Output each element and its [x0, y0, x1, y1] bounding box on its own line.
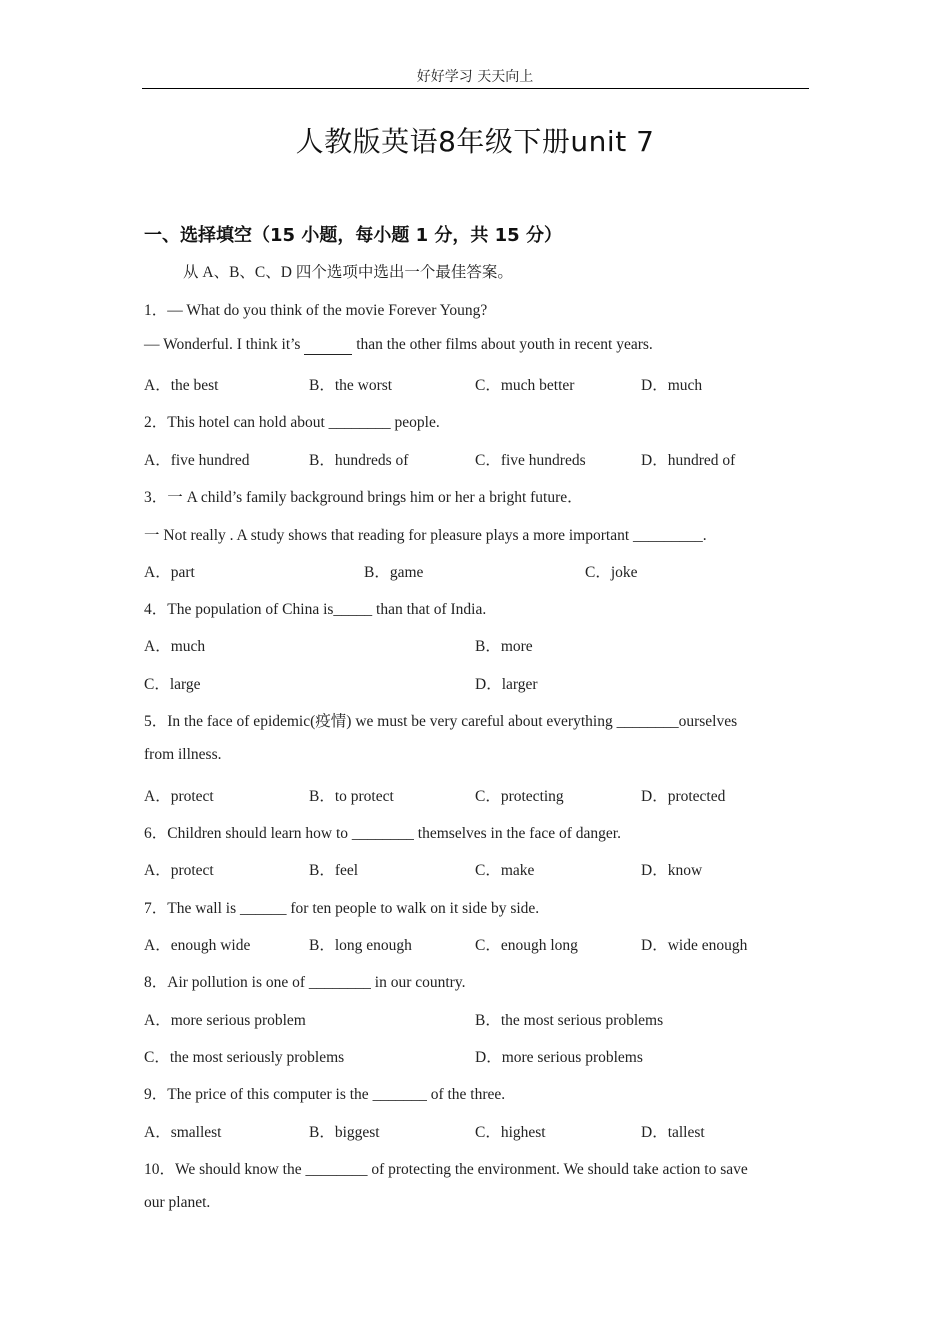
q4-option-c: C．large [144, 676, 201, 693]
question-10-line-1: 10．We should know the ________ of protecting the environment. We should take action to save [144, 1161, 748, 1178]
q2-option-b: B．hundreds of [309, 452, 409, 469]
question-4: 4．The population of China is_____ than that of India. [144, 601, 487, 618]
q1-option-b: B．the worst [309, 377, 393, 394]
q7-option-d: D．wide enough [641, 937, 748, 954]
question-1-line-1: 1．— What do you think of the movie Forever Young? [144, 302, 488, 319]
question-3-line-2: 一 Not really . A study shows that reading for pleasure plays a more important _________. [144, 527, 707, 544]
q7-option-b: B．long enough [309, 937, 412, 954]
q8-option-a: A．more serious problem [144, 1012, 306, 1029]
q8-option-c: C．the most seriously problems [144, 1049, 345, 1066]
q4-option-d: D．larger [475, 676, 538, 693]
q5-option-a: A．protect [144, 788, 214, 805]
q4-option-b: B．more [475, 638, 533, 655]
question-1-line-2 [144, 336, 653, 355]
q5-option-b: B．to protect [309, 788, 394, 805]
question-9: 9．The price of this computer is the _______ of the three. [144, 1086, 506, 1103]
q5-option-d: D．protected [641, 788, 726, 805]
q6-option-a: A．protect [144, 862, 214, 879]
question-1-text-before: — Wonderful. I think it’s [144, 336, 305, 353]
q3-option-b: B．game [364, 564, 424, 581]
question-10-line-2: our planet. [144, 1194, 211, 1211]
q2-option-d: D．hundred of [641, 452, 736, 469]
q3-option-c: C．joke [585, 564, 638, 581]
q7-option-c: C．enough long [475, 937, 578, 954]
question-1-text-after: than the other films about youth in recent years. [352, 336, 653, 353]
question-5-line-1: 5．In the face of epidemic(疫情) we must be very careful about everything ________ourselves [144, 713, 738, 730]
q6-option-b: B．feel [309, 862, 359, 879]
q6-option-c: C．make [475, 862, 535, 879]
q5-option-c: C．protecting [475, 788, 564, 805]
q9-option-c: C．highest [475, 1124, 546, 1141]
question-2: 2．This hotel can hold about ________ people. [144, 414, 440, 431]
question-5-line-2: from illness. [144, 746, 222, 763]
q7-option-a: A．enough wide [144, 937, 251, 954]
question-3-line-1: 3．一 A child’s family background brings him or her a bright future． [144, 489, 583, 506]
question-6: 6．Children should learn how to ________ themselves in the face of danger. [144, 825, 621, 842]
header-divider [142, 88, 809, 89]
q9-option-b: B．biggest [309, 1124, 380, 1141]
q8-option-d: D．more serious problems [475, 1049, 643, 1066]
question-8: 8．Air pollution is one of ________ in our country. [144, 974, 466, 991]
section-heading: 一、选择填空（15 小题，每小题 1 分，共 15 分） [144, 225, 562, 246]
page-title: 人教版英语8年级下册unit 7 [295, 125, 655, 158]
q9-option-a: A．smallest [144, 1124, 222, 1141]
q3-option-a: A．part [144, 564, 195, 581]
q1-option-c: C．much better [475, 377, 575, 394]
q1-option-d: D．much [641, 377, 703, 394]
q8-option-b: B．the most serious problems [475, 1012, 664, 1029]
q4-option-a: A．much [144, 638, 206, 655]
q9-option-d: D．tallest [641, 1124, 705, 1141]
q2-option-c: C．five hundreds [475, 452, 586, 469]
question-7: 7．The wall is ______ for ten people to walk on it side by side. [144, 900, 540, 917]
q2-option-a: A．five hundred [144, 452, 250, 469]
section-instruction: 从 A、B、C、D 四个选项中选出一个最佳答案。 [183, 264, 513, 281]
page-header: 好好学习 天天向上 [416, 69, 534, 85]
q1-option-a: A．the best [144, 377, 219, 394]
answer-blank [304, 336, 352, 355]
q6-option-d: D．know [641, 862, 703, 879]
